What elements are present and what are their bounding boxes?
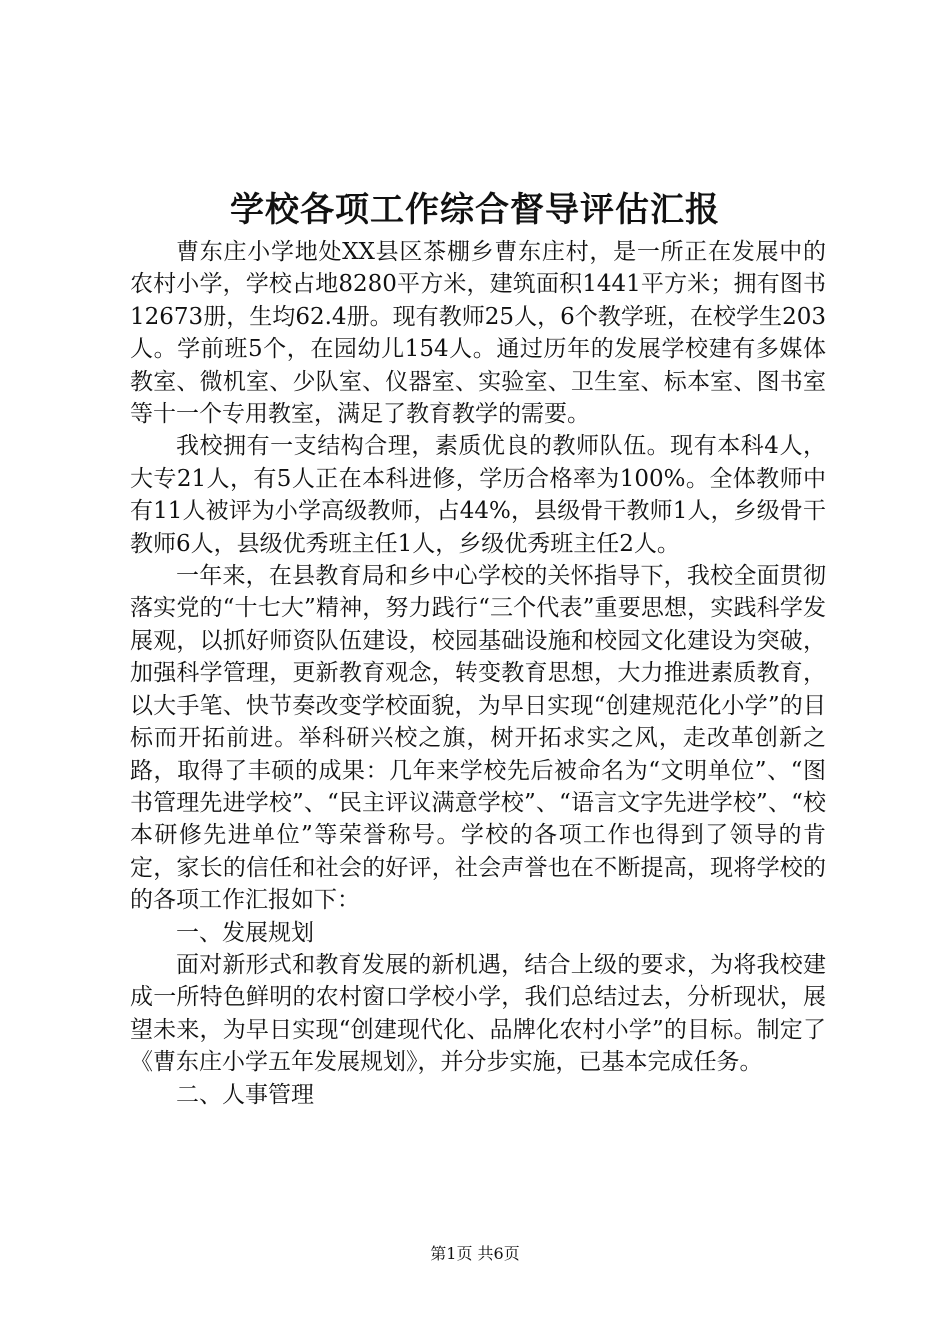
paragraph-development-plan: 面对新形式和教育发展的新机遇，结合上级的要求，为将我校建成一所特色鲜明的农村窗口学校小学，我们总结过去，分析现状，展望未来，为早日实现“创建现代化、品牌化农村小学”的目标。制定了《曹东庄小学五年发展规划》，并分步实施，已基本完成任务。 [130,951,826,1076]
paragraph-teacher-team: 我校拥有一支结构合理，素质优良的教师队伍。现有本科4人，大专21人，有5人正在本科进修，学历合格率为100%。全体教师中有11人被评为小学高级教师，占44%，县级骨干教师1人，乡级骨干教师6人，县级优秀班主任1人，乡级优秀班主任2人。 [130,433,826,557]
section-heading-development-plan: 一、发展规划 [176,919,314,946]
document-title: 学校各项工作综合督导评估汇报 [230,190,720,230]
page-number-footer: 第1页 共6页 [430,1244,520,1263]
document-body [130,236,826,1111]
paragraph-school-overview: 曹东庄小学地处XX县区茶棚乡曹东庄村，是一所正在发展中的农村小学，学校占地8280平方米，建筑面积1441平方米；拥有图书12673册，生均62.4册。现有教师25人，6个教学班，在校学生203人。学前班5个，在园幼儿154人。通过历年的发展学校建有多媒体教室、微机室、少队室、仪器室、实验室、卫生室、标本室、图书室等十一个专用教室，满足了教育教学的需要。 [130,239,826,428]
paragraph-yearly-achievements: 一年来，在县教育局和乡中心学校的关怀指导下，我校全面贯彻落实党的“十七大”精神，努力践行“三个代表”重要思想，实践科学发展观，以抓好师资队伍建设，校园基础设施和校园文化建设为突破，加强科学管理，更新教育观念，转变教育思想，大力推进素质教育，以大手笔、快节奏改变学校面貌，为早日实现“创建规范化小学”的目标而开拓前进。举科研兴校之旗，树开拓求实之风，走改革创新之路，取得了丰硕的成果：几年来学校先后被命名为“文明单位”、“图书管理先进学校”、“民主评议满意学校”、“语言文字先进学校”、“校本研修先进单位”等荣誉称号。学校的各项工作也得到了领导的肯定，家长的信任和社会的好评，社会声誉也在不断提高，现将学校的的各项工作汇报如下： [130,563,826,914]
section-heading-personnel-management: 二、人事管理 [176,1081,314,1108]
